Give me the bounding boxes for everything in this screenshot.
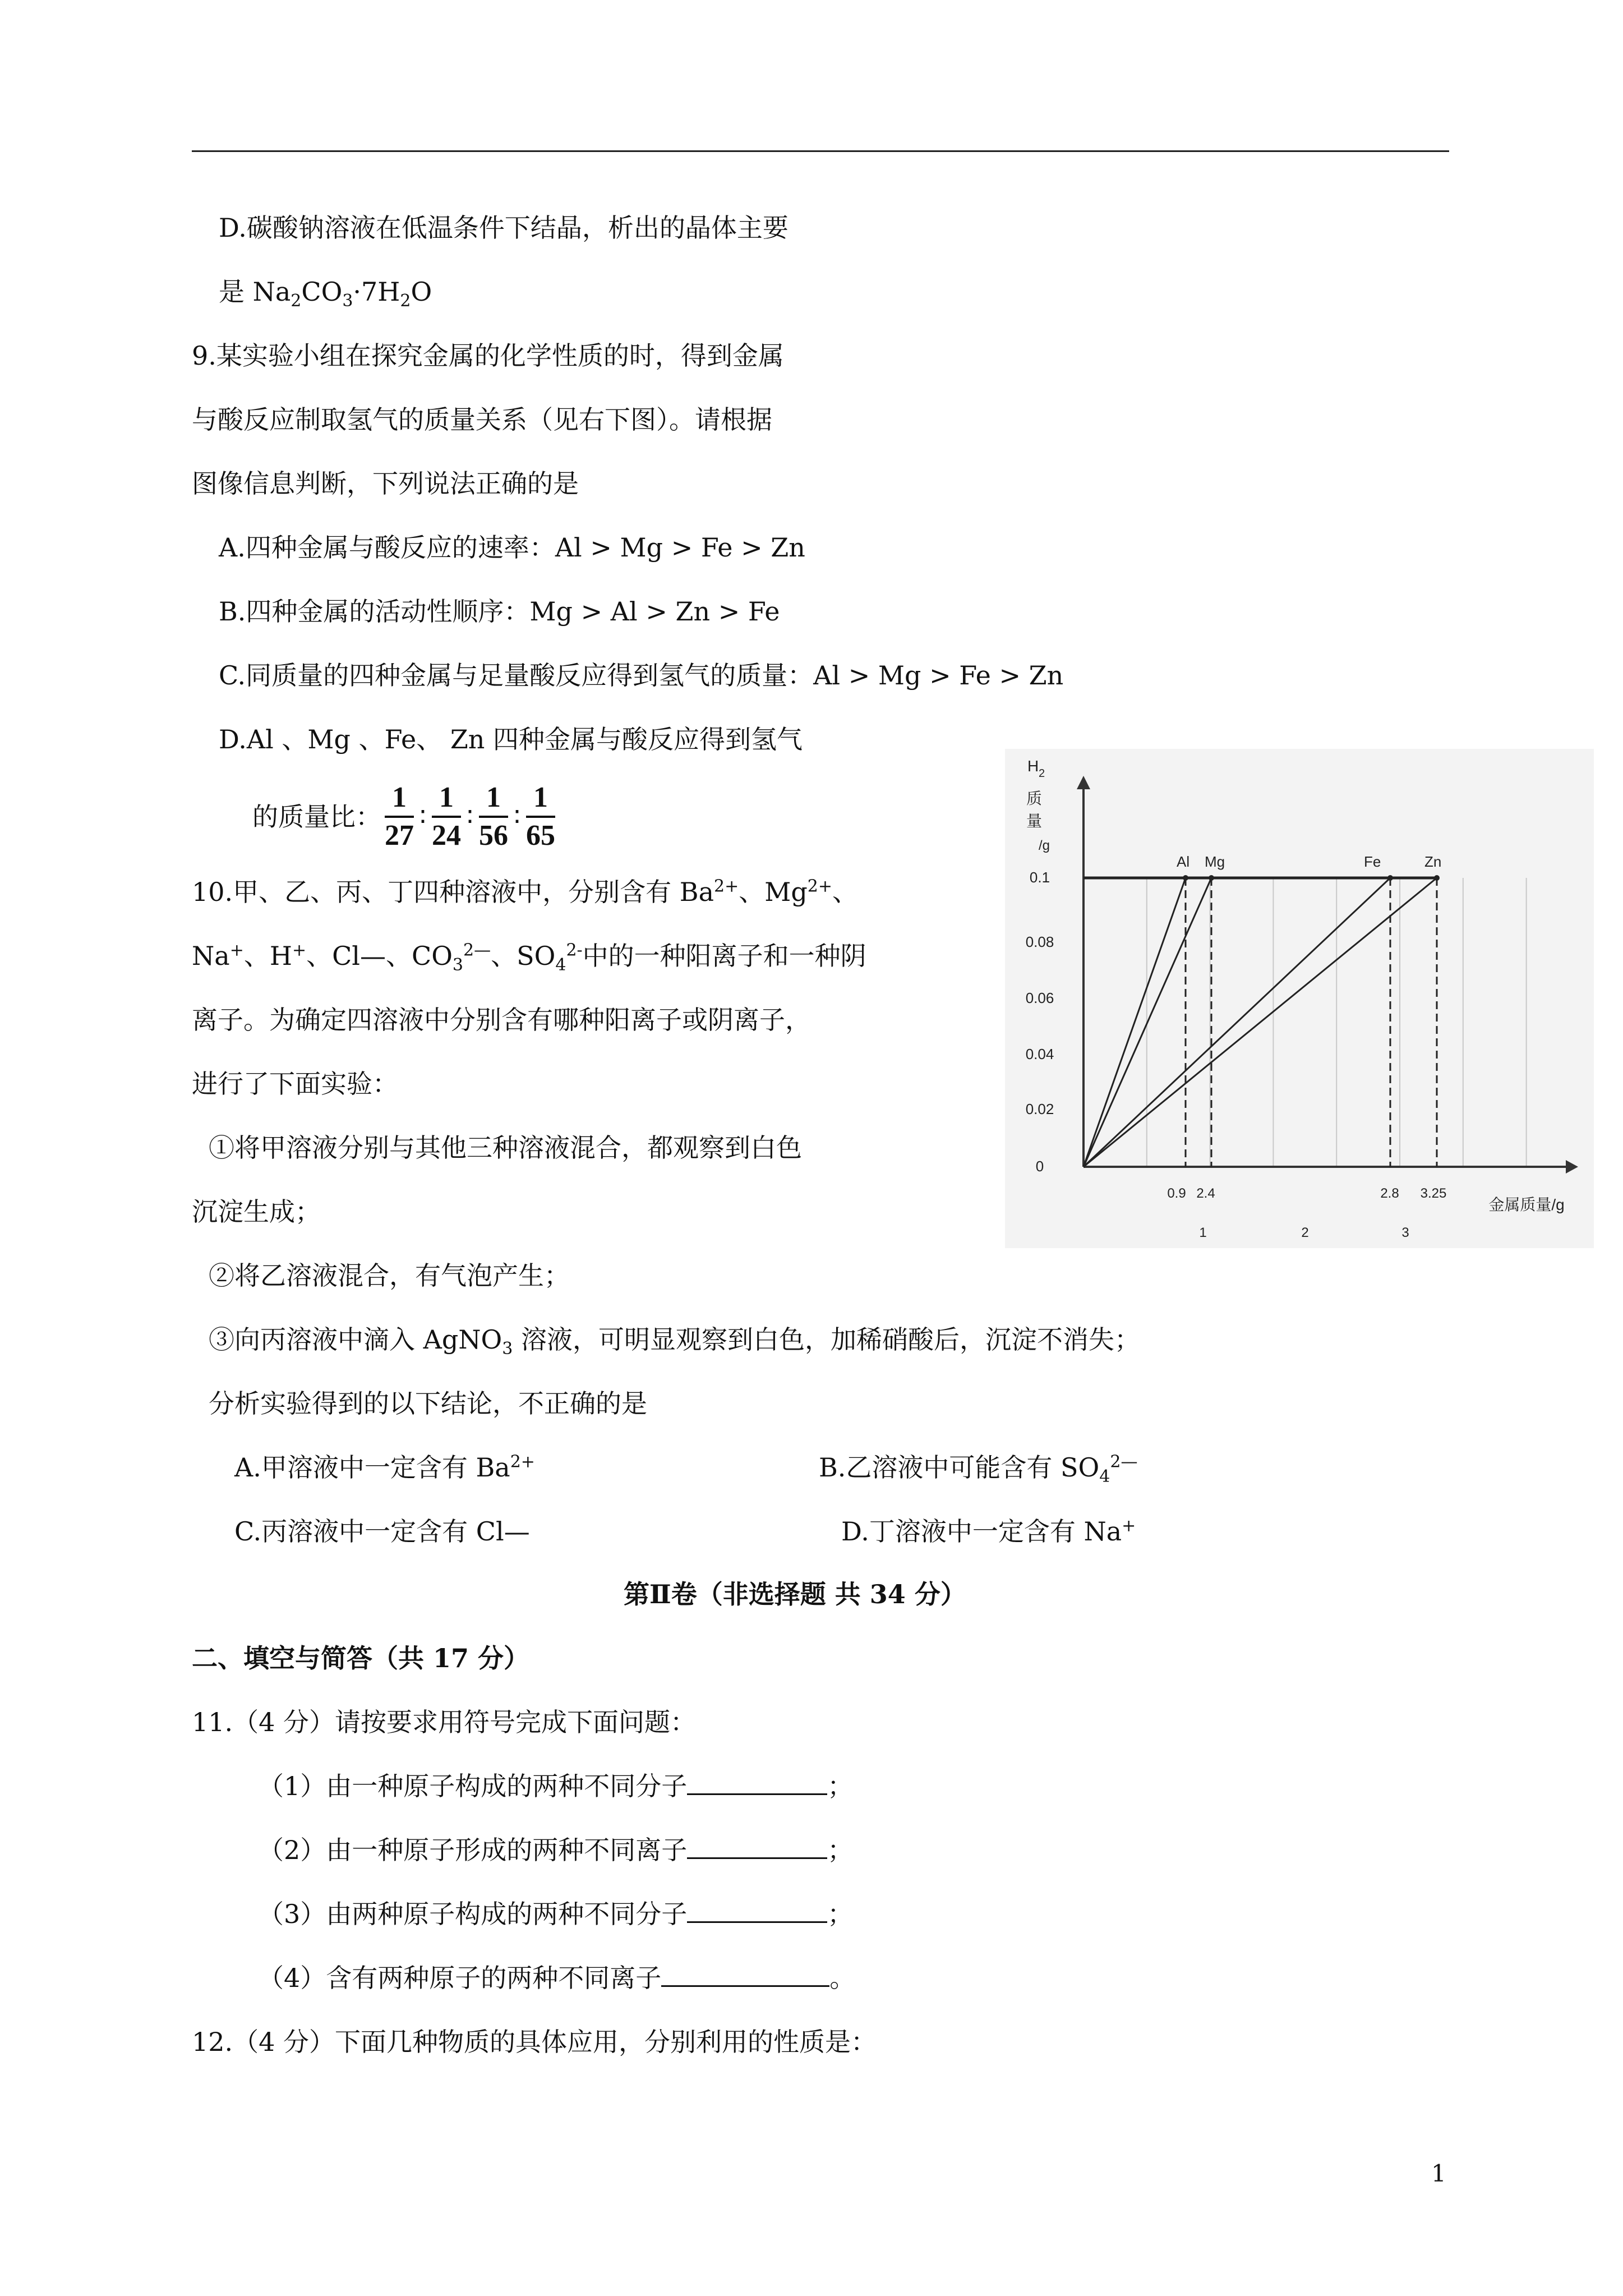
q9-option-b: B.四种金属的活动性顺序：Mg > Al > Zn > Fe <box>219 596 780 627</box>
series-point-zn <box>1434 875 1440 881</box>
series-label-al: Al <box>1177 853 1190 870</box>
y-tick-label: 0.08 <box>1025 933 1054 950</box>
answer-blank[interactable] <box>687 1835 827 1859</box>
fraction-al: $\frac{1}{27}$ <box>385 780 414 854</box>
series-line-al <box>1083 878 1186 1167</box>
y-axis-label: 质 <box>1026 790 1043 807</box>
q10-stem-line2: Na+、H+、Cl—、$CO_3^{2—}$、$SO_4^{2-}$中的一种阳离子和一种阴 <box>192 940 866 976</box>
fraction-mg: $\frac{1}{24}$ <box>432 780 461 854</box>
q9-stem-line1: 9.某实验小组在探究金属的化学性质的时，得到金属 <box>192 341 784 371</box>
x-grid-label: 1 <box>1199 1225 1207 1240</box>
x-tick-label: 3.25 <box>1420 1186 1447 1201</box>
x-grid-label: 3 <box>1401 1225 1409 1240</box>
q9-option-a: A.四种金属与酸反应的速率：Al > Mg > Fe > Zn <box>219 532 805 563</box>
header-rule <box>192 150 1449 152</box>
x-grid-label: 2 <box>1301 1225 1309 1240</box>
x-tick-label: 0.9 <box>1167 1186 1186 1201</box>
y-axis-arrow <box>1077 776 1090 789</box>
q10-option-b: B.乙溶液中可能含有 $SO_4^{2—}$ <box>819 1452 1138 1487</box>
q10-option-a: A.甲溶液中一定含有 $Ba^{2+}$ <box>234 1452 535 1483</box>
q10-step3: ③向丙溶液中滴入 AgNO$_3$ 溶液，可明显观察到白色，加稀硝酸后，沉淀不消失； <box>209 1324 1140 1359</box>
y-tick-label: 0.06 <box>1025 990 1054 1006</box>
q9-option-d-line2: 的质量比： $\frac{1}{27}$ ∶ $\frac{1}{24}$ ∶ $\frac{1}{56}$ ∶ $\frac{1}{65}$ <box>252 775 559 856</box>
answer-blank[interactable] <box>687 1771 827 1795</box>
series-label-fe: Fe <box>1364 853 1381 870</box>
series-point-al <box>1183 875 1188 881</box>
x-tick-label: 2.8 <box>1380 1186 1399 1201</box>
q12-stem: 12.（4 分）下面几种物质的具体应用，分别利用的性质是： <box>192 2027 877 2057</box>
series-point-mg <box>1209 875 1214 881</box>
mass-ratio-label: 的质量比： <box>252 802 381 832</box>
chart-svg <box>1005 749 1594 1248</box>
q10-step2: ②将乙溶液混合，有气泡产生； <box>209 1260 570 1291</box>
q10-step1-line2: 沉淀生成； <box>192 1197 321 1227</box>
hydrogen-mass-chart <box>1005 749 1594 1248</box>
series-line-fe <box>1083 878 1390 1167</box>
fraction-fe: $\frac{1}{56}$ <box>479 780 508 854</box>
y-axis-unit: /g <box>1038 838 1050 853</box>
q10-stem-line1: 10.甲、乙、丙、丁四种溶液中，分别含有 $Ba^{2+}$、$Mg^{2+}$、 <box>192 876 859 907</box>
q9-option-d-line1: D.Al 、Mg 、Fe、 Zn 四种金属与酸反应得到氢气 <box>219 724 803 754</box>
q9-stem-line2: 与酸反应制取氢气的质量关系（见右下图）。请根据 <box>192 404 772 435</box>
part-title: 二、填空与简答（共 17 分） <box>192 1643 530 1673</box>
q8-option-d-line1: D.碳酸钠溶液在低温条件下结晶，析出的晶体主要 <box>219 213 789 243</box>
series-label-mg: Mg <box>1205 853 1225 870</box>
q10-option-c: C.丙溶液中一定含有 Cl— <box>234 1516 530 1547</box>
y-axis-label: 量 <box>1026 812 1043 830</box>
x-tick-label: 2.4 <box>1196 1186 1215 1201</box>
y-tick-label: 0.04 <box>1025 1046 1054 1062</box>
answer-blank[interactable] <box>661 1963 829 1987</box>
q11-item-2: （2）由一种原子形成的两种不同离子 ； <box>258 1835 854 1865</box>
series-line-zn <box>1083 878 1437 1167</box>
q10-stem-line4: 进行了下面实验： <box>192 1069 398 1099</box>
y-tick-label: 0.1 <box>1029 869 1050 886</box>
q11-item-4: （4）含有两种原子的两种不同离子 。 <box>258 1963 856 1993</box>
q11-stem: 11.（4 分）请按要求用符号完成下面问题： <box>192 1707 697 1737</box>
q10-step1-line1: ①将甲溶液分别与其他三种溶液混合，都观察到白色 <box>209 1133 802 1163</box>
volume-title: 第Ⅱ卷（非选择题 共 34 分） <box>624 1579 966 1609</box>
x-axis-label: 金属质量/g <box>1488 1196 1565 1213</box>
x-axis-arrow <box>1566 1160 1578 1174</box>
series-point-fe <box>1387 875 1393 881</box>
q9-stem-line3: 图像信息判断，下列说法正确的是 <box>192 468 579 499</box>
q11-item-1: （1）由一种原子构成的两种不同分子 ； <box>258 1771 854 1801</box>
y-axis-label-sub: 2 <box>1039 767 1045 780</box>
q11-item-3: （3）由两种原子构成的两种不同分子 ； <box>258 1899 854 1929</box>
q9-option-c: C.同质量的四种金属与足量酸反应得到氢气的质量：Al > Mg > Fe > Zn <box>219 660 1064 691</box>
q10-conclusion: 分析实验得到的以下结论，不正确的是 <box>209 1388 647 1419</box>
series-line-mg <box>1083 878 1211 1167</box>
y-tick-label: 0 <box>1035 1158 1044 1175</box>
answer-blank[interactable] <box>687 1899 827 1923</box>
y-axis-label: H <box>1027 757 1039 775</box>
y-tick-label: 0.02 <box>1025 1101 1054 1117</box>
q8-option-d-line2: 是 $Na_2CO_3\cdot 7H_2O$ <box>219 277 432 311</box>
page-number: 1 <box>1431 2160 1446 2187</box>
q10-option-d: D.丁溶液中一定含有 Na+ <box>841 1516 1136 1547</box>
q10-stem-line3: 离子。为确定四溶液中分别含有哪种阳离子或阴离子， <box>192 1005 811 1035</box>
series-label-zn: Zn <box>1424 853 1442 870</box>
fraction-zn: $\frac{1}{65}$ <box>526 780 555 854</box>
